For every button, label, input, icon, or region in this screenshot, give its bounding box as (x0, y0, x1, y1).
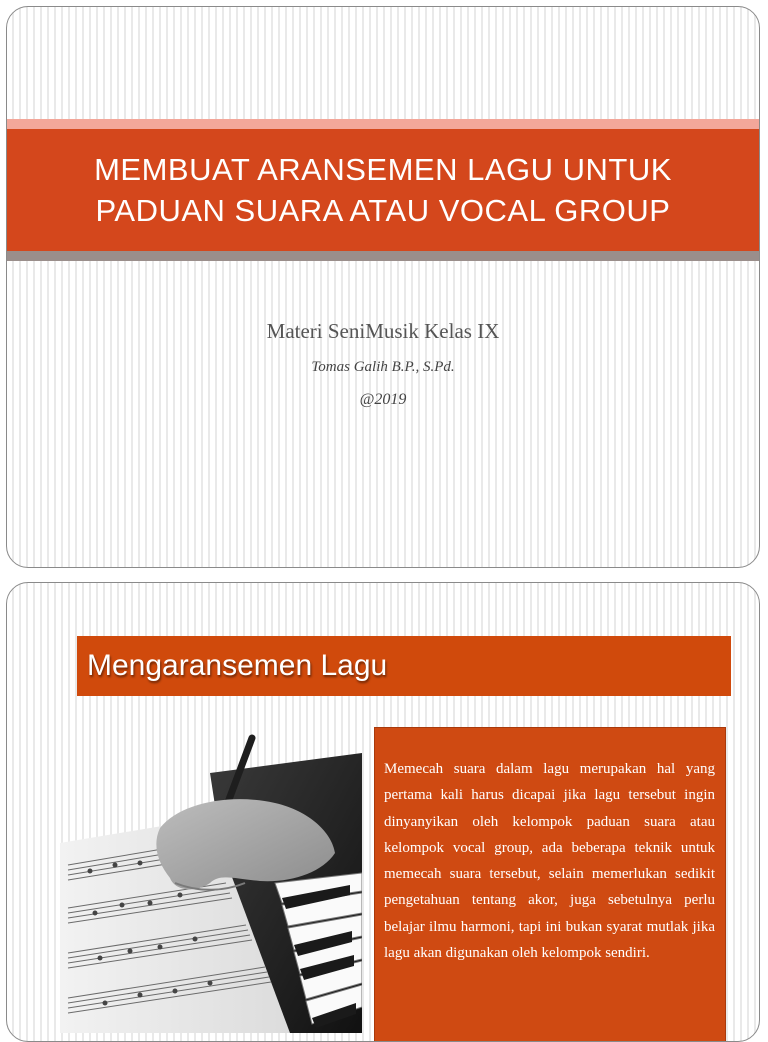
heading-bar (77, 636, 731, 696)
author-name: Tomas Galih B.P., S.Pd. (311, 359, 455, 375)
title-band-top-stripe (7, 119, 759, 129)
music-arranging-photo (60, 733, 362, 1033)
title-slide (6, 6, 760, 568)
title-band-bottom-stripe (7, 251, 759, 261)
slide-heading: Mengaransemen Lagu (87, 649, 388, 682)
slide-title-line-1: MEMBUAT ARANSEMEN LAGU UNTUK (94, 152, 672, 187)
content-slide (6, 582, 760, 1042)
description-box (374, 727, 726, 1042)
slide-subtitle: Materi SeniMusik Kelas IX (266, 319, 500, 343)
copyright-year: @2019 (359, 391, 407, 408)
slide-title-line-2: PADUAN SUARA ATAU VOCAL GROUP (95, 193, 671, 228)
description-text: Memecah suara dalam lagu merupakan hal yang pertama kali harus dicapai jika lagu tersebut ingin dinyanyikan oleh kelompok paduan suara atau kelompok vocal group, ada beberapa teknik untuk memecah suara tersebut, selain memerlukan sedikit pengetahuan tentang akor, juga sebetulnya perlu belajar ilmu harmoni, tapi ini bukan syarat mutlak jika lagu akan digunakan oleh kelompok sendiri. (384, 761, 715, 962)
slide-title (58, 149, 708, 231)
title-band (7, 129, 759, 251)
